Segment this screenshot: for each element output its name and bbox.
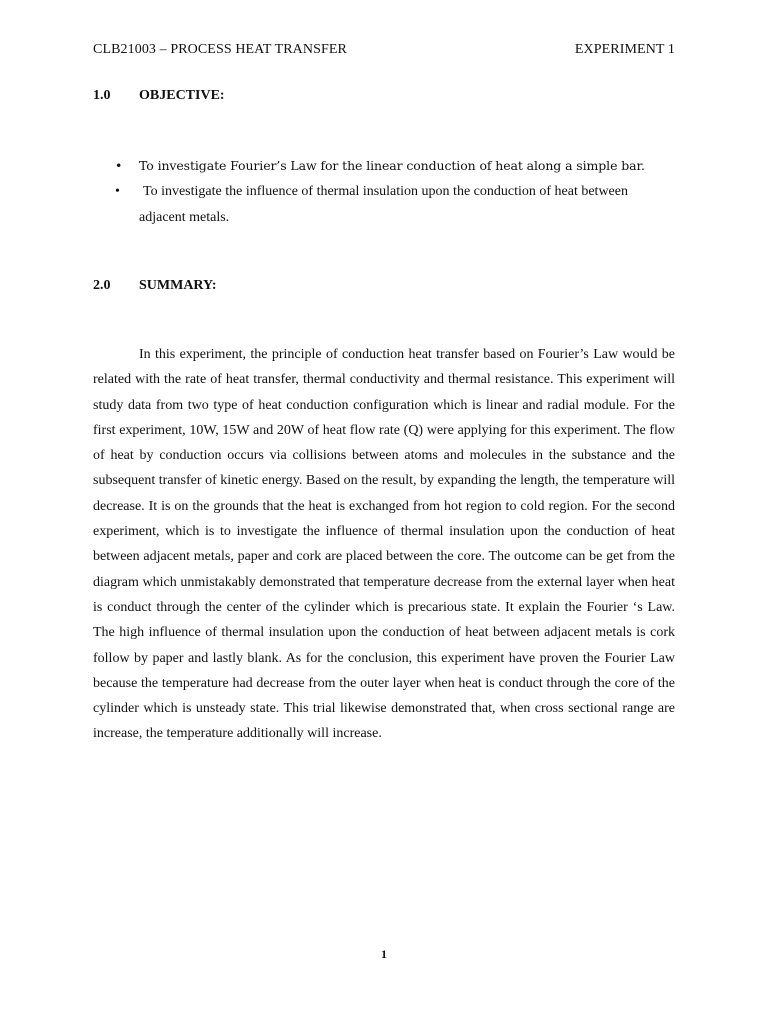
section-heading-objective (93, 88, 225, 104)
section-heading-summary (93, 278, 217, 294)
page-number: 1 (381, 947, 387, 961)
list-item (93, 153, 675, 179)
objective-list (93, 153, 675, 231)
section-title: OBJECTIVE: (139, 88, 225, 103)
page-header (93, 42, 675, 58)
summary-paragraph: In this experiment, the principle of conduction heat transfer based on Fourier’s Law would be related with the rate of heat transfer, thermal conductivity and thermal resistance. This experiment will study data from two type of heat conduction configuration which is linear and radial module. For the first experiment, 10W, 15W and 20W of heat flow rate (Q) were applying for this experiment. The flow of heat by conduction occurs via collisions between atoms and molecules in the substance and the subsequent transfer of kinetic energy. Based on the result, by expanding the length, the temperature will decrease. It is on the grounds that the heat is exchanged from hot region to cold region. For the second experiment, which is to investigate the influence of thermal insulation upon the conduction of heat between adjacent metals, paper and cork are placed between the core. The outcome can be get from the diagram which unmistakably demonstrated that temperature decrease from the external layer when heat is conduct through the center of the cylinder which is precarious state. It explain the Fourier ‘s Law. The high influence of thermal insulation upon the conduction of heat between adjacent metals is cork follow by paper and lastly blank. As for the conclusion, this experiment have proven the Fourier Law because the temperature had decrease from the outer layer when heat is conduct through the core of the cylinder which is unsteady state. This trial likewise demonstrated that, when cross sectional range are increase, the temperature additionally will increase. (93, 347, 675, 742)
section-number: 2.0 (93, 278, 111, 293)
section-title: SUMMARY: (139, 278, 217, 293)
header-experiment-label: EXPERIMENT 1 (574, 42, 675, 57)
objective-text: To investigate the influence of thermal insulation upon the conduction of heat between adjacent metals. (139, 184, 628, 225)
section-number: 1.0 (93, 88, 111, 103)
header-course-title: CLB21003 – PROCESS HEAT TRANSFER (93, 42, 347, 57)
bullet-icon: • (115, 158, 123, 173)
list-item (93, 179, 675, 231)
bullet-icon: • (115, 184, 120, 199)
objective-text: To investigate Fourier’s Law for the linear conduction of heat along a simple bar. (139, 158, 645, 173)
